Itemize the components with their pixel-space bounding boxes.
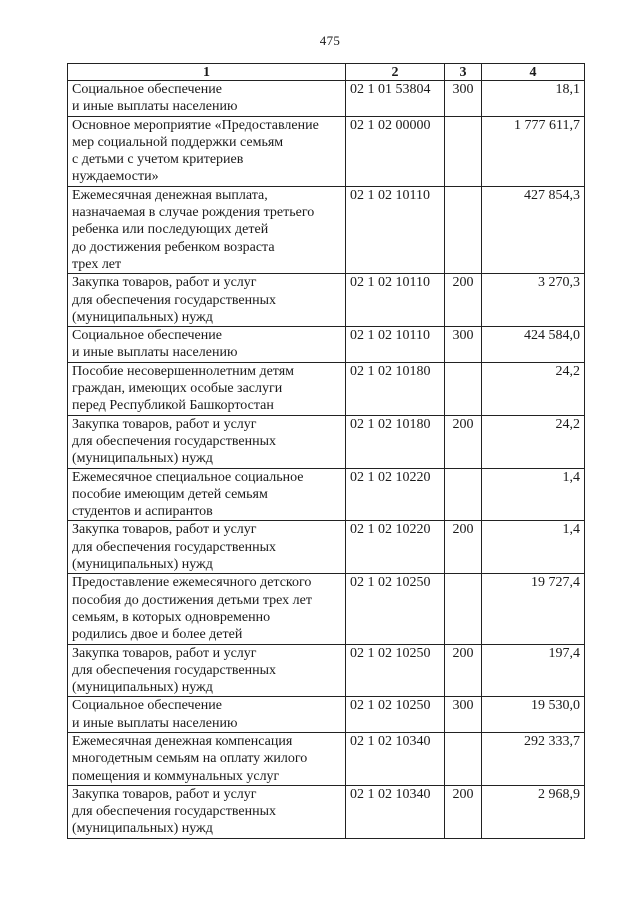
row-code: 02 1 02 10180 xyxy=(346,362,445,415)
row-name: Закупка товаров, работ и услуг для обеспечения государственных (муниципальных) нужд xyxy=(68,415,346,468)
table-row xyxy=(68,521,585,574)
row-name: Ежемесячная денежная выплата, назначаемая в случае рождения третьего ребенка или последующих детей до достижения ребенком возраста трех лет xyxy=(68,186,346,273)
row-code: 02 1 02 10250 xyxy=(346,644,445,697)
row-expense-type xyxy=(445,468,482,521)
table-row xyxy=(68,81,585,117)
table-row xyxy=(68,697,585,733)
row-expense-type: 200 xyxy=(445,785,482,838)
row-name: Основное мероприятие «Предоставление мер социальной поддержки семьям с детьми с учетом критериев нуждаемости» xyxy=(68,116,346,186)
row-expense-type: 200 xyxy=(445,521,482,574)
budget-table xyxy=(67,63,585,839)
row-name: Социальное обеспечение и иные выплаты населению xyxy=(68,697,346,733)
page-number: 475 xyxy=(319,33,341,48)
row-expense-type: 300 xyxy=(445,81,482,117)
table-row xyxy=(68,785,585,838)
row-amount: 427 854,3 xyxy=(482,186,585,273)
row-amount: 1,4 xyxy=(482,521,585,574)
row-name: Ежемесячная денежная компенсация многодетным семьям на оплату жилого помещения и коммунальных услуг xyxy=(68,732,346,785)
row-code: 02 1 02 10180 xyxy=(346,415,445,468)
row-name: Предоставление ежемесячного детского пособия до достижения детьми трех лет семьям, в которых одновременно родились двое и более детей xyxy=(68,574,346,644)
header-col-4: 4 xyxy=(482,64,585,81)
table-row xyxy=(68,574,585,644)
row-expense-type: 200 xyxy=(445,274,482,327)
row-name: Социальное обеспечение и иные выплаты населению xyxy=(68,81,346,117)
row-expense-type xyxy=(445,116,482,186)
row-code: 02 1 02 10250 xyxy=(346,574,445,644)
row-expense-type xyxy=(445,732,482,785)
table-row xyxy=(68,468,585,521)
row-amount: 1 777 611,7 xyxy=(482,116,585,186)
row-code: 02 1 02 10110 xyxy=(346,327,445,363)
row-code: 02 1 02 10110 xyxy=(346,274,445,327)
row-amount: 424 584,0 xyxy=(482,327,585,363)
row-name: Пособие несовершеннолетним детям граждан, имеющих особые заслуги перед Республикой Башкортостан xyxy=(68,362,346,415)
row-amount: 18,1 xyxy=(482,81,585,117)
table-row xyxy=(68,116,585,186)
row-expense-type: 300 xyxy=(445,327,482,363)
table-row xyxy=(68,274,585,327)
row-expense-type xyxy=(445,186,482,273)
row-code: 02 1 01 53804 xyxy=(346,81,445,117)
row-name: Ежемесячное специальное социальное пособие имеющим детей семьям студентов и аспирантов xyxy=(68,468,346,521)
row-expense-type: 200 xyxy=(445,644,482,697)
table-row xyxy=(68,415,585,468)
table-header xyxy=(68,64,585,81)
row-name: Закупка товаров, работ и услуг для обеспечения государственных (муниципальных) нужд xyxy=(68,644,346,697)
header-col-2: 2 xyxy=(346,64,445,81)
row-code: 02 1 02 10340 xyxy=(346,785,445,838)
row-amount: 2 968,9 xyxy=(482,785,585,838)
table-row xyxy=(68,362,585,415)
table-row xyxy=(68,732,585,785)
row-code: 02 1 02 10220 xyxy=(346,521,445,574)
row-code: 02 1 02 10250 xyxy=(346,697,445,733)
table-row xyxy=(68,186,585,273)
row-amount: 3 270,3 xyxy=(482,274,585,327)
row-name: Закупка товаров, работ и услуг для обеспечения государственных (муниципальных) нужд xyxy=(68,274,346,327)
row-name: Закупка товаров, работ и услуг для обеспечения государственных (муниципальных) нужд xyxy=(68,785,346,838)
row-amount: 292 333,7 xyxy=(482,732,585,785)
row-amount: 1,4 xyxy=(482,468,585,521)
row-code: 02 1 02 10110 xyxy=(346,186,445,273)
row-amount: 24,2 xyxy=(482,362,585,415)
table-row xyxy=(68,644,585,697)
row-amount: 197,4 xyxy=(482,644,585,697)
table-body xyxy=(68,81,585,839)
row-code: 02 1 02 10340 xyxy=(346,732,445,785)
row-expense-type: 200 xyxy=(445,415,482,468)
row-code: 02 1 02 00000 xyxy=(346,116,445,186)
table-row xyxy=(68,327,585,363)
row-expense-type: 300 xyxy=(445,697,482,733)
row-amount: 19 530,0 xyxy=(482,697,585,733)
row-amount: 24,2 xyxy=(482,415,585,468)
row-code: 02 1 02 10220 xyxy=(346,468,445,521)
row-expense-type xyxy=(445,574,482,644)
row-name: Закупка товаров, работ и услуг для обеспечения государственных (муниципальных) нужд xyxy=(68,521,346,574)
row-name: Социальное обеспечение и иные выплаты населению xyxy=(68,327,346,363)
row-amount: 19 727,4 xyxy=(482,574,585,644)
header-col-1: 1 xyxy=(68,64,346,81)
row-expense-type xyxy=(445,362,482,415)
header-col-3: 3 xyxy=(445,64,482,81)
